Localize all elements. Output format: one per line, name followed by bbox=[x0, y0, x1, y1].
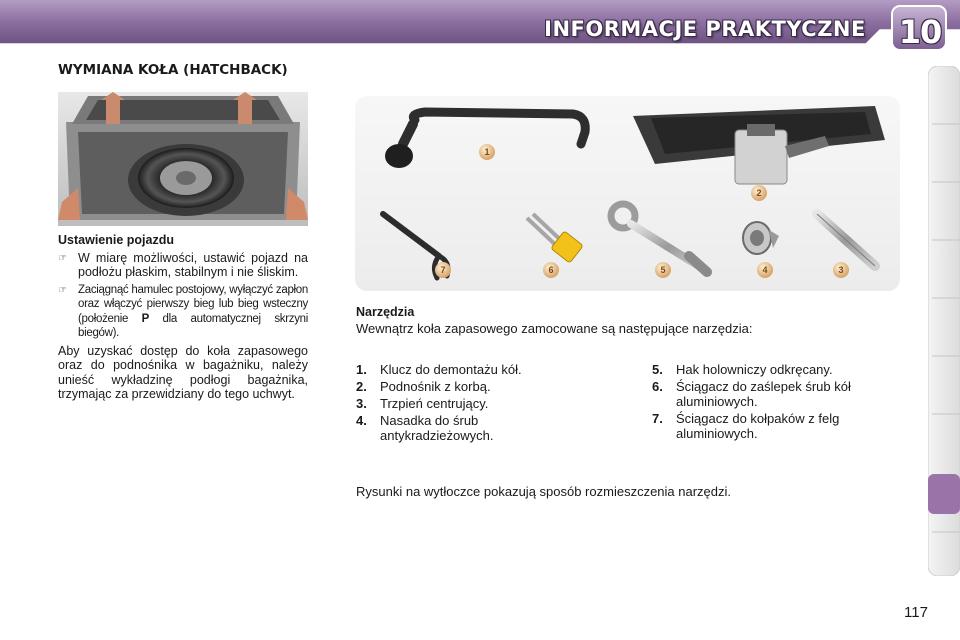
tool-label: Ściągacz do zaślepek śrub kół aluminiowych. bbox=[676, 379, 851, 409]
list-item bbox=[652, 362, 872, 377]
tool-label: Klucz do demontażu kół. bbox=[380, 362, 522, 377]
callout-5-label: 5 bbox=[660, 265, 666, 275]
list-item bbox=[356, 396, 616, 411]
bullet-text: W miarę możliwości, ustawić pojazd na podłożu płaskim, stabilnym i nie śliskim. bbox=[78, 250, 308, 279]
chapter-tab-strip bbox=[928, 66, 960, 576]
tool-number: 7. bbox=[652, 411, 663, 426]
bullet-text bbox=[78, 283, 308, 341]
tool-label: Hak holowniczy odkręcany. bbox=[676, 362, 833, 377]
tool-label: Trzpień centrujący. bbox=[380, 396, 489, 411]
tool-number: 6. bbox=[652, 379, 663, 394]
callout-1-label: 1 bbox=[484, 147, 490, 157]
trunk-spare-wheel-illustration bbox=[58, 92, 308, 226]
list-item bbox=[356, 379, 616, 394]
access-paragraph: Aby uzyskać dostęp do koła zapasowego oraz do podnośnika w bagażniku, należy unieść wykładzinę podłogi bagażnika, trzymając za przewidziany do tego uchwyt. bbox=[58, 343, 308, 401]
tool-number: 5. bbox=[652, 362, 663, 377]
list-item bbox=[652, 411, 872, 441]
callout-4-label: 4 bbox=[762, 265, 768, 275]
tool-label: Nasadka do śrub antykradzieżowych. bbox=[380, 413, 494, 443]
list-item bbox=[356, 362, 616, 377]
tools-intro: Wewnątrz koła zapasowego zamocowane są następujące narzędzia: bbox=[356, 321, 753, 336]
page-number: 117 bbox=[904, 604, 928, 621]
callout-7-label: 7 bbox=[440, 265, 446, 275]
tool-number: 4. bbox=[356, 413, 367, 428]
tool-number: 2. bbox=[356, 379, 367, 394]
vehicle-positioning-heading: Ustawienie pojazdu bbox=[58, 233, 174, 247]
bullet-item bbox=[58, 251, 308, 280]
hand-pointing-icon: ☞ bbox=[58, 252, 67, 264]
tools-heading: Narzędzia bbox=[356, 305, 415, 319]
tools-illustration bbox=[355, 96, 900, 291]
gear-position-p: P bbox=[141, 312, 149, 325]
callout-3-label: 3 bbox=[838, 265, 844, 275]
section-title: WYMIANA KOŁA (HATCHBACK) bbox=[58, 62, 288, 78]
list-item bbox=[356, 413, 616, 443]
callout-6-label: 6 bbox=[548, 265, 554, 275]
tools-list-right bbox=[652, 362, 872, 443]
bullet-item bbox=[58, 283, 308, 341]
tool-label: Ściągacz do kołpaków z felg aluminiowych. bbox=[676, 411, 840, 441]
chapter-title: INFORMACJE PRAKTYCZNE bbox=[544, 17, 866, 41]
list-item bbox=[652, 379, 872, 409]
bullet-text-part: Zaciągnąć hamulec postojowy, wyłączyć zapłon oraz włączyć pierwszy bieg lub bieg wsteczny (położenie bbox=[78, 283, 308, 325]
tools-list-left bbox=[356, 362, 616, 445]
tool-number: 3. bbox=[356, 396, 367, 411]
tool-label: Podnośnik z korbą. bbox=[380, 379, 491, 394]
chapter-number-badge: 10 bbox=[898, 13, 942, 51]
bullet-text-part: dla automatycznej skrzyni biegów). bbox=[78, 312, 308, 339]
tools-footnote: Rysunki na wytłoczce pokazują sposób rozmieszczenia narzędzi. bbox=[356, 484, 732, 499]
tool-number: 1. bbox=[356, 362, 367, 377]
hand-pointing-icon: ☞ bbox=[58, 284, 67, 296]
callout-2-label: 2 bbox=[756, 188, 762, 198]
vehicle-positioning-section bbox=[58, 233, 308, 402]
